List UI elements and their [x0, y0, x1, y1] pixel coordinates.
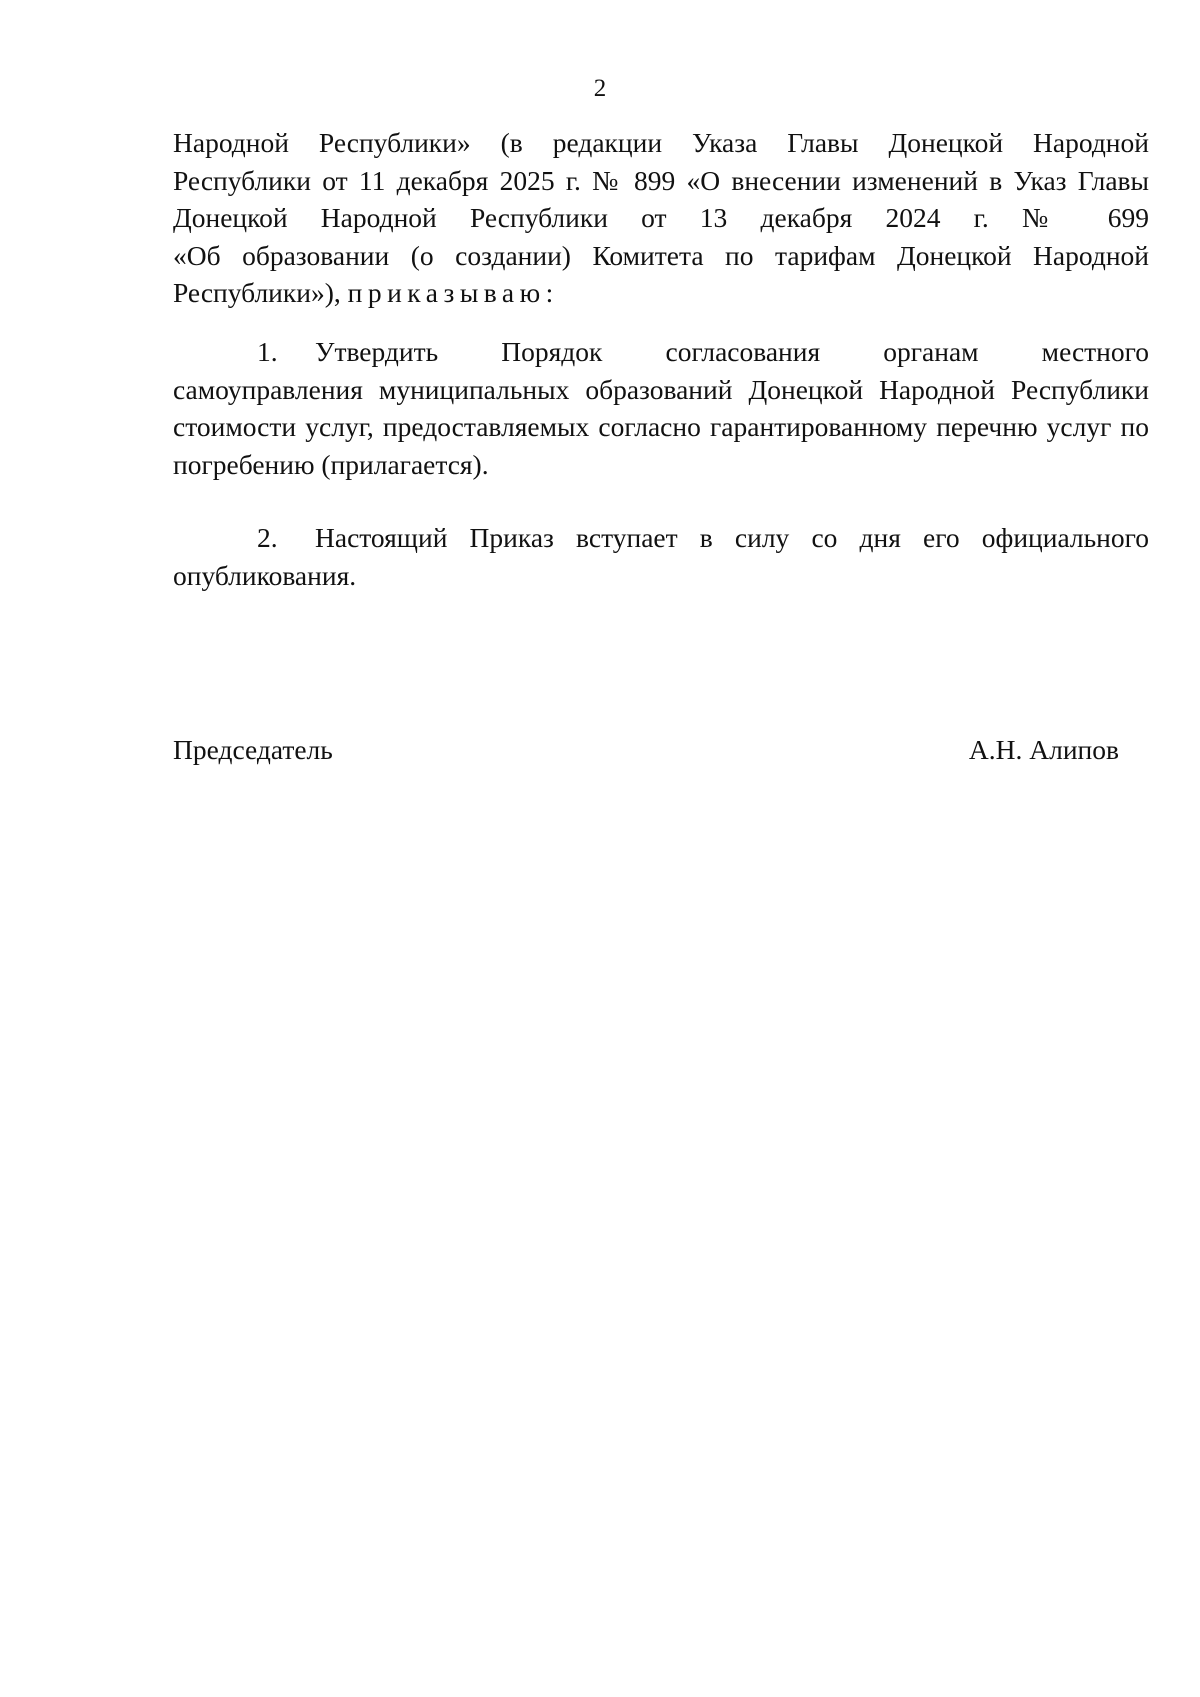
- order-word: приказываю:: [347, 277, 559, 308]
- order-item-1-first-line: [173, 333, 1149, 371]
- signatory-position: Председатель: [173, 734, 333, 765]
- order-item-2-first-line: [173, 519, 1149, 557]
- preamble-line-5-prefix: Республики»),: [173, 277, 348, 308]
- order-item-1-lead-text: Утвердить Порядок согласования органам местного: [315, 336, 1149, 367]
- signatory-name: А.Н. Алипов: [968, 734, 1119, 765]
- page-number: 2: [593, 75, 607, 102]
- preamble-paragraph: [173, 124, 1149, 312]
- order-item-2-lead-text: Настоящий Приказ вступает в силу со дня его официального: [315, 522, 1149, 553]
- preamble-line-4: «Об образовании (о создании) Комитета по тарифам Донецкой Народной: [173, 239, 1149, 271]
- preamble-line-5: [173, 274, 1149, 312]
- preamble-line-2: Республики от 11 декабря 2025 г. № 899 «О внесении изменений в Указ Главы: [173, 164, 1149, 196]
- order-item-1-number: 1.: [257, 336, 278, 367]
- preamble-line-3: Донецкой Народной Республики от 13 декабря 2024 г. № 699: [173, 202, 1149, 233]
- preamble-line-1: Народной Республики» (в редакции Указа Главы Донецкой Народной: [173, 127, 1149, 158]
- signature-block: [173, 731, 1119, 769]
- order-item-1: [173, 333, 1149, 483]
- order-item-1-text: самоуправления муниципальных образований Донецкой Народной Республики стоимости услуг, предоставляемых согласно гарантированному перечню услуг по погребению (прилагается).: [173, 373, 1149, 480]
- order-item-2: [173, 519, 1149, 594]
- order-item-2-text: опубликования.: [173, 559, 357, 591]
- order-item-2-number: 2.: [257, 522, 278, 553]
